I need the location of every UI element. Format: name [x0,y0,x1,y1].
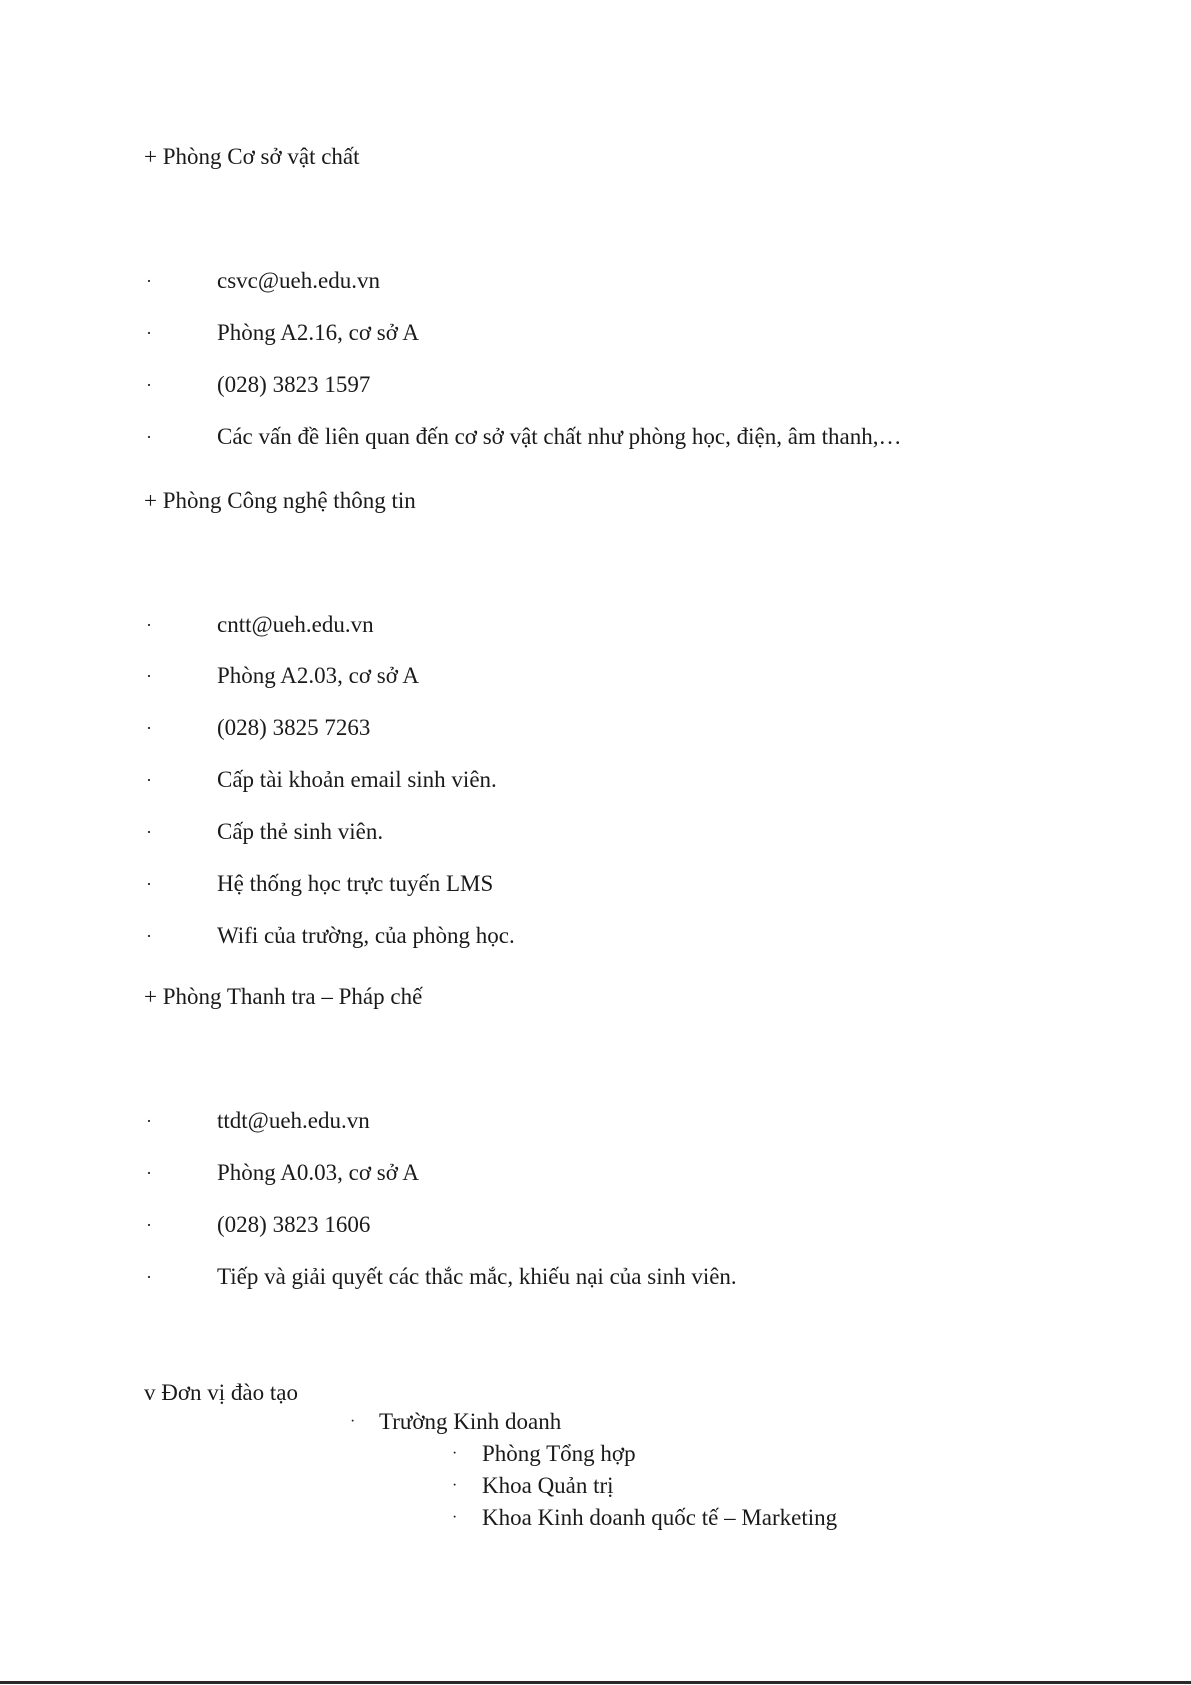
bullet-marker: · [146,1163,152,1183]
it-room: Phòng A2.03, cơ sở A [217,663,419,688]
bullet-marker: · [146,271,152,291]
bullet-marker: · [146,874,152,894]
it-phone: (028) 3825 7263 [217,715,371,740]
inspection-description: Tiếp và giải quyết các thắc mắc, khiếu nại của sinh viên. [217,1264,737,1289]
school-business: Trường Kinh doanh [379,1409,562,1434]
bullet-marker: · [146,323,152,343]
bullet-marker: · [146,718,152,738]
it-service-email-accounts: Cấp tài khoản email sinh viên. [217,767,497,792]
inspection-room: Phòng A0.03, cơ sở A [217,1160,419,1185]
bullet-marker: · [146,375,152,395]
inspection-phone: (028) 3823 1606 [217,1212,371,1237]
it-service-wifi: Wifi của trường, của phòng học. [217,923,515,948]
bullet-marker: · [452,1509,458,1526]
bullet-marker: · [146,822,152,842]
section-heading-facilities: + Phòng Cơ sở vật chất [144,144,360,169]
it-email: cntt@ueh.edu.vn [217,612,374,637]
page-bottom-rule [0,1681,1191,1684]
bullet-marker: · [452,1445,458,1462]
department-international-business-marketing: Khoa Kinh doanh quốc tế – Marketing [482,1505,838,1530]
section-heading-inspection: + Phòng Thanh tra – Pháp chế [144,984,423,1009]
bullet-marker: · [146,427,152,447]
bullet-marker: · [452,1477,458,1494]
facilities-room: Phòng A2.16, cơ sở A [217,320,419,345]
training-units-heading: v Đơn vị đào tạo [144,1380,298,1405]
facilities-phone: (028) 3823 1597 [217,372,371,397]
facilities-description: Các vấn đề liên quan đến cơ sở vật chất như phòng học, điện, âm thanh,… [217,424,902,449]
bullet-marker: · [146,615,152,635]
bullet-marker: · [146,1267,152,1287]
department-management: Khoa Quản trị [482,1473,614,1498]
bullet-marker: · [146,770,152,790]
inspection-email: ttdt@ueh.edu.vn [217,1108,370,1133]
it-service-lms: Hệ thống học trực tuyến LMS [217,871,494,896]
bullet-marker: · [146,1111,152,1131]
bullet-marker: · [350,1413,356,1430]
bullet-marker: · [146,1215,152,1235]
bullet-marker: · [146,926,152,946]
section-heading-it: + Phòng Công nghệ thông tin [144,488,416,513]
bullet-marker: · [146,666,152,686]
department-general-office: Phòng Tổng hợp [482,1441,636,1466]
it-service-student-card: Cấp thẻ sinh viên. [217,819,384,844]
facilities-email: csvc@ueh.edu.vn [217,268,380,293]
